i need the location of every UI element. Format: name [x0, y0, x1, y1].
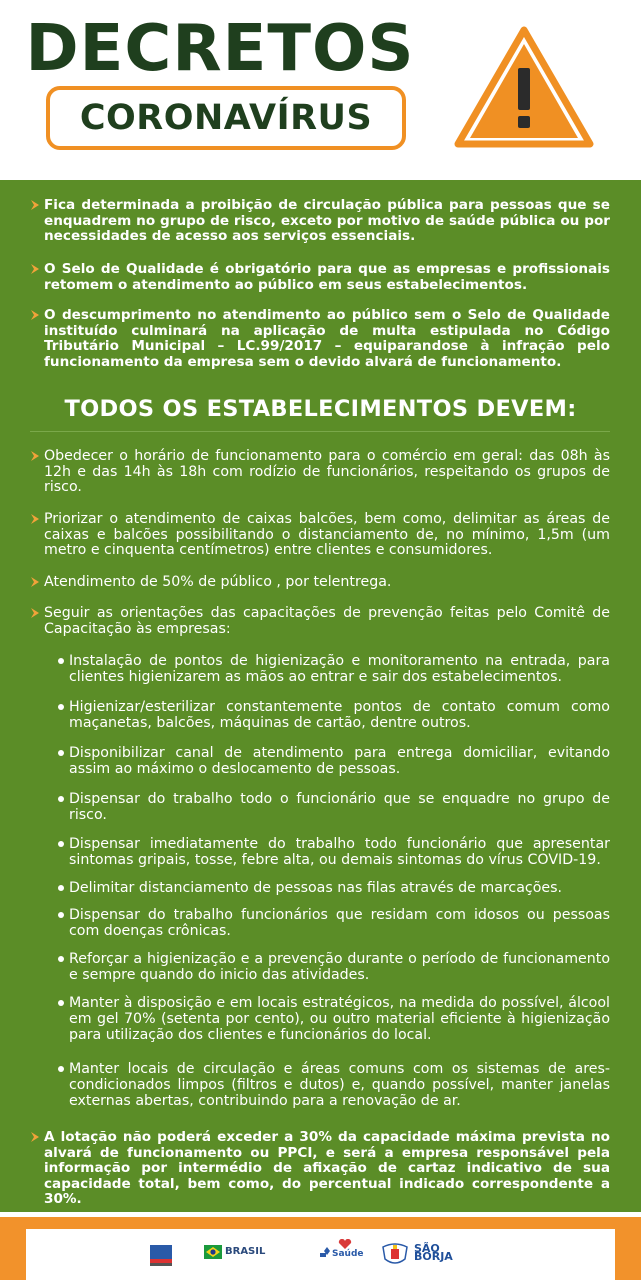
bullet-icon: [58, 885, 64, 891]
subtitle-box: [46, 86, 406, 150]
emblem-icon: [146, 1239, 176, 1269]
page-subtitle: CORONAVÍRUS: [79, 98, 373, 138]
header: [0, 0, 641, 180]
arrow-icon: [30, 513, 41, 525]
bullet-icon: [58, 750, 64, 756]
sub-rule-item: Manter locais de circulação e áreas comuns com os sistemas de ares-condicionados limpos (filtros e dutos) e, quando possível, manter janelas externas abertas, contribuindo para a renovação de ar.: [58, 1061, 610, 1109]
bullet-icon: [58, 796, 64, 802]
bullet-icon: [58, 1000, 64, 1006]
arrow-icon: [30, 199, 41, 211]
arrow-icon: [30, 309, 41, 321]
saude-logo: Saúde: [330, 1239, 364, 1269]
warning-icon: [454, 26, 594, 150]
sub-rule-item: Disponibilizar canal de atendimento para entrega domiciliar, evitando assim ao máximo o deslocamento de pessoas.: [58, 745, 610, 777]
section-title: TODOS OS ESTABELECIMENTOS DEVEM:: [64, 396, 577, 422]
divider: [30, 431, 610, 432]
intro-item: Fica determinada a proibição de circulação pública para pessoas que se enquadrem no grupo de risco, exceto por motivo de saúde pública ou por necessidades de acesso aos serviços essenciais.: [30, 198, 610, 245]
sub-rule-item: Reforçar a higienização e a prevenção durante o período de funcionamento e sempre quando do inicio das atividades.: [58, 951, 610, 983]
sub-rule-item: Manter à disposição e em locais estratégicos, na medida do possível, álcool em gel 70% (setenta por cento), ou outro material eficiente à higienização para utilização dos clientes e funcionários do local.: [58, 995, 610, 1043]
bullet-icon: [58, 1066, 64, 1072]
rule-item: Priorizar o atendimento de caixas balcões, bem como, delimitar as áreas de caixas e balcões possibilitando o distanciamento de, no mínimo, 1,5m (um metro e cinquenta centímetros) entre clientes e consumidores.: [30, 512, 610, 559]
rule-item: Obedecer o horário de funcionamento para o comércio em geral: das 08h às 12h e das 14h às 18h com rodízio de funcionários, respeitando os grupos de risco.: [30, 449, 610, 496]
sub-rule-item: Dispensar do trabalho funcionários que residam com idosos ou pessoas com doenças crônicas.: [58, 907, 610, 939]
sub-rule-item: Dispensar imediatamente do trabalho todo funcionário que apresentar sintomas gripais, tosse, febre alta, ou demais sintomas do vírus COVID-19.: [58, 836, 610, 868]
rule-item: Seguir as orientações das capacitações de prevenção feitas pelo Comitê de Capacitação às empresas:: [30, 606, 610, 637]
crest-icon: [380, 1241, 410, 1267]
flag-icon: [204, 1245, 222, 1259]
arrow-icon: [30, 450, 41, 462]
arrow-icon: [30, 1131, 41, 1143]
sub-rule-item: Instalação de pontos de higienização e monitoramento na entrada, para clientes higienizarem as mãos ao entrar e sair dos estabelecimentos.: [58, 653, 610, 685]
bullet-icon: [58, 704, 64, 710]
bullet-icon: [58, 658, 64, 664]
sub-rule-item: Higienizar/esterilizar constantemente pontos de contato comum como maçanetas, balcões, máquinas de cartão, dentre outros.: [58, 699, 610, 731]
page-title: DECRETOS: [25, 12, 415, 86]
brasil-logo: BRASIL: [204, 1239, 304, 1269]
arrow-icon: [30, 263, 41, 275]
intro-item: O Selo de Qualidade é obrigatório para que as empresas e profissionais retomem o atendimento ao público em seus estabelecimentos.: [30, 262, 610, 293]
arrow-icon: [30, 576, 41, 588]
sub-rule-item: Dispensar do trabalho todo o funcionário que se enquadre no grupo de risco.: [58, 791, 610, 823]
final-item: A lotação não poderá exceder a 30% da capacidade máxima prevista no alvará de funcionamento ou PPCI, e será a empresa responsável pela informação por intermédio de afixação de cartaz indicativo de sua capacidade total, bem como, do percentual indicado correspondente a 30%.: [30, 1130, 610, 1208]
sub-rule-item: Delimitar distanciamento de pessoas nas filas através de marcações.: [58, 880, 610, 896]
intro-item: O descumprimento no atendimento ao público sem o Selo de Qualidade instituído culminará na aplicação de multa estipulada no Código Tributário Municipal – LC.99/2017 – equiparandose à infração pelo funcionamento da empresa sem o devido alvará de funcionamento.: [30, 308, 610, 370]
rule-item: Atendimento de 50% de público , por telentrega.: [30, 575, 610, 591]
saoborja-logo: SÃO BORJA: [380, 1239, 480, 1269]
arrow-icon: [30, 607, 41, 619]
bullet-icon: [58, 841, 64, 847]
bullet-icon: [58, 912, 64, 918]
heart-icon: [338, 1239, 352, 1249]
bullet-icon: [58, 956, 64, 962]
